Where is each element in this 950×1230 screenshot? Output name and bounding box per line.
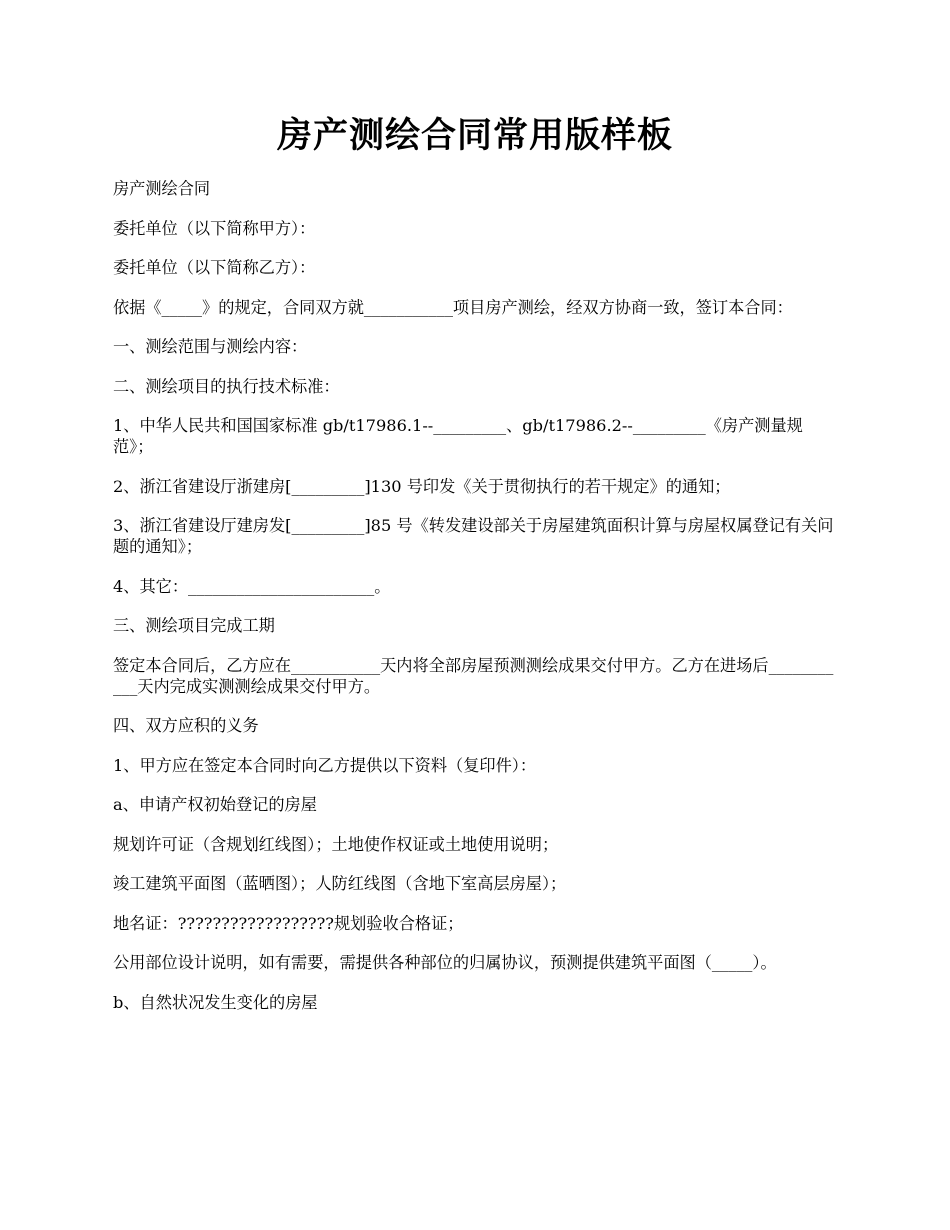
list-item-standard-2: 2、浙江省建设厅浙建房[_________]130 号印发《关于贯彻执行的若干规定》的通知； [113, 476, 731, 496]
paragraph-contract-heading: 房产测绘合同 [113, 179, 211, 198]
sub-item-a: a、申请产权初始登记的房屋 [113, 795, 317, 814]
document-body [113, 178, 841, 1031]
paragraph-basis: 依据《_____》的规定，合同双方就___________项目房产测绘，经双方协商一致，签订本合同： [113, 297, 793, 317]
list-item-standard-4: 4、其它：_______________________。 [113, 576, 391, 596]
paragraph-party-b: 委托单位（以下简称乙方）： [113, 258, 316, 277]
sub-item-b: b、自然状况发生变化的房屋 [113, 992, 318, 1012]
paragraph-schedule: 签定本合同后，乙方应在___________天内将全部房屋预测测绘成果交付甲方。乙方在进场后___________天内完成实测测绘成果交付甲方。 [113, 655, 834, 696]
paragraph-documents-3: 地名证：??????????????????规划验收合格证； [113, 913, 464, 933]
document-title: 房产测绘合同常用版样板 [276, 115, 673, 156]
section-heading-standards: 二、测绘项目的执行技术标准： [113, 376, 340, 396]
paragraph-documents-1: 规划许可证（含规划红线图）；土地使作权证或土地使用说明； [113, 834, 559, 854]
paragraph-documents-4: 公用部位设计说明，如有需要，需提供各种部位的归属协议，预测提供建筑平面图（_____）。 [113, 953, 777, 972]
section-heading-schedule: 三、测绘项目完成工期 [113, 616, 275, 635]
section-heading-scope: 一、测绘范围与测绘内容： [113, 337, 308, 356]
paragraph-documents-2: 竣工建筑平面图（蓝晒图）；人防红线图（含地下室高层房屋）； [113, 874, 567, 893]
section-heading-obligations: 四、双方应积的义务 [113, 716, 259, 735]
list-item-obligation-1: 1、甲方应在签定本合同时向乙方提供以下资料（复印件）： [113, 755, 537, 775]
list-item-standard-3: 3、浙江省建设厅建房发[_________]85 号《转发建设部关于房屋建筑面积计算与房屋权属登记有关问题的通知》； [113, 516, 834, 556]
paragraph-party-a: 委托单位（以下简称甲方）： [113, 218, 316, 238]
list-item-standard-1: 1、中华人民共和国国家标准 gb/t17986.1--_________、gb/t17986.2--_________《房产测量规范》； [113, 416, 803, 456]
